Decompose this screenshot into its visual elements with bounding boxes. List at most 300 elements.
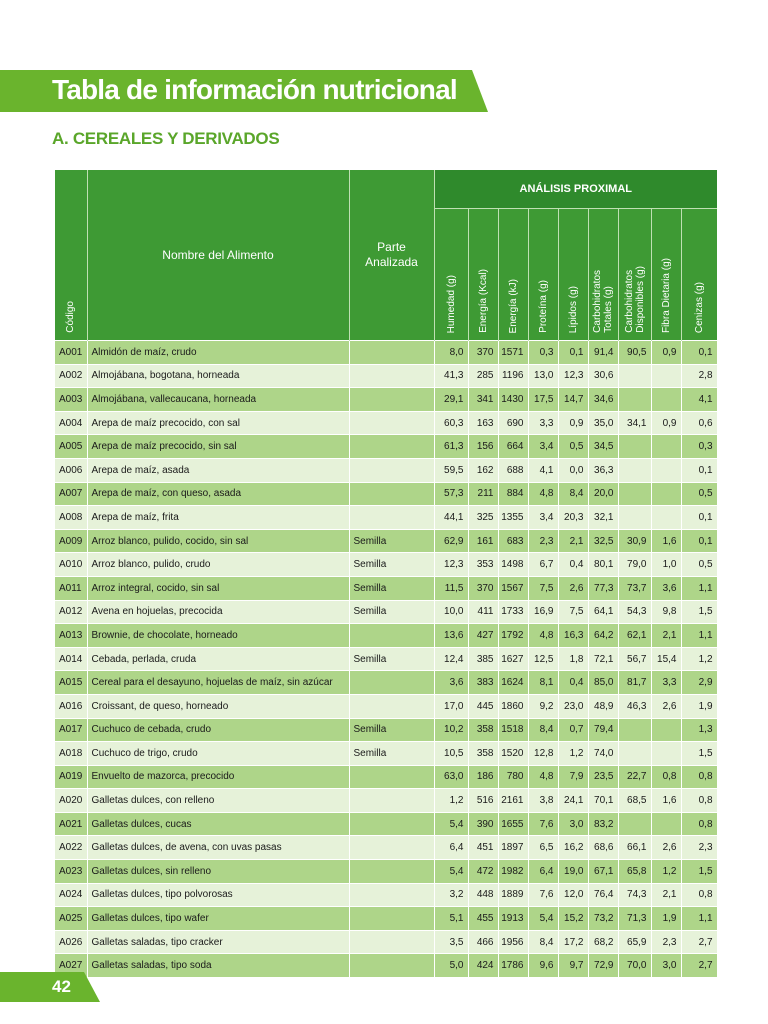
cell-proteina: 2,3 (528, 529, 558, 553)
cell-parte (349, 364, 434, 388)
cell-proteina: 12,8 (528, 742, 558, 766)
table-row (55, 411, 717, 435)
cell-proteina: 4,8 (528, 765, 558, 789)
cell-fibra (651, 718, 681, 742)
cell-cenizas: 0,8 (681, 765, 717, 789)
cell-parte: Semilla (349, 576, 434, 600)
cell-fibra: 1,6 (651, 529, 681, 553)
cell-carb-disponibles (618, 506, 651, 530)
cell-carb-totales: 64,2 (588, 624, 618, 648)
cell-energia-kcal: 156 (468, 435, 498, 459)
cell-parte (349, 930, 434, 954)
cell-code: A015 (55, 671, 87, 695)
cell-cenizas: 0,1 (681, 506, 717, 530)
table-row (55, 671, 717, 695)
cell-lipidos: 7,5 (558, 600, 588, 624)
cell-energia-kj: 683 (498, 529, 528, 553)
cell-parte (349, 883, 434, 907)
cell-lipidos: 7,9 (558, 765, 588, 789)
cell-cenizas: 0,1 (681, 341, 717, 365)
header-carb-totales (588, 209, 618, 341)
cell-proteina: 7,6 (528, 812, 558, 836)
cell-humedad: 17,0 (434, 694, 468, 718)
cell-name: Cebada, perlada, cruda (87, 647, 349, 671)
header-fibra (651, 209, 681, 341)
table-row (55, 718, 717, 742)
cell-proteina: 6,4 (528, 860, 558, 884)
cell-energia-kcal: 285 (468, 364, 498, 388)
cell-fibra (651, 742, 681, 766)
cell-energia-kcal: 466 (468, 930, 498, 954)
cell-carb-disponibles: 74,3 (618, 883, 651, 907)
cell-humedad: 10,0 (434, 600, 468, 624)
cell-carb-disponibles (618, 812, 651, 836)
table-row (55, 765, 717, 789)
cell-code: A004 (55, 411, 87, 435)
cell-fibra (651, 482, 681, 506)
cell-cenizas: 0,5 (681, 553, 717, 577)
cell-code: A019 (55, 765, 87, 789)
cell-parte (349, 411, 434, 435)
cell-code: A010 (55, 553, 87, 577)
cell-energia-kcal: 411 (468, 600, 498, 624)
cell-energia-kj: 1897 (498, 836, 528, 860)
cell-energia-kcal: 451 (468, 836, 498, 860)
cell-humedad: 44,1 (434, 506, 468, 530)
cell-name: Arroz blanco, pulido, crudo (87, 553, 349, 577)
cell-carb-disponibles (618, 435, 651, 459)
cell-proteina: 7,6 (528, 883, 558, 907)
cell-energia-kj: 1956 (498, 930, 528, 954)
cell-proteina: 0,3 (528, 341, 558, 365)
cell-humedad: 10,5 (434, 742, 468, 766)
cell-fibra: 3,3 (651, 671, 681, 695)
cell-cenizas: 2,7 (681, 954, 717, 977)
cell-code: A001 (55, 341, 87, 365)
cell-carb-totales: 85,0 (588, 671, 618, 695)
cell-name: Arepa de maíz, frita (87, 506, 349, 530)
cell-cenizas: 0,8 (681, 812, 717, 836)
cell-fibra (651, 812, 681, 836)
cell-fibra: 0,8 (651, 765, 681, 789)
cell-lipidos: 20,3 (558, 506, 588, 530)
cell-humedad: 10,2 (434, 718, 468, 742)
cell-carb-totales: 20,0 (588, 482, 618, 506)
cell-parte (349, 482, 434, 506)
cell-carb-totales: 73,2 (588, 907, 618, 931)
cell-fibra: 1,6 (651, 789, 681, 813)
cell-fibra: 0,9 (651, 411, 681, 435)
cell-lipidos: 24,1 (558, 789, 588, 813)
cell-cenizas: 1,5 (681, 600, 717, 624)
cell-name: Arepa de maíz precocido, con sal (87, 411, 349, 435)
cell-cenizas: 2,3 (681, 836, 717, 860)
cell-code: A009 (55, 529, 87, 553)
cell-carb-totales: 68,2 (588, 930, 618, 954)
cell-fibra: 3,0 (651, 954, 681, 977)
cell-lipidos: 0,4 (558, 553, 588, 577)
cell-energia-kcal: 383 (468, 671, 498, 695)
cell-fibra: 3,6 (651, 576, 681, 600)
cell-humedad: 5,1 (434, 907, 468, 931)
cell-proteina: 4,8 (528, 624, 558, 648)
cell-lipidos: 3,0 (558, 812, 588, 836)
cell-name: Galletas dulces, sin relleno (87, 860, 349, 884)
cell-energia-kcal: 162 (468, 458, 498, 482)
cell-name: Arroz integral, cocido, sin sal (87, 576, 349, 600)
cell-parte: Semilla (349, 718, 434, 742)
header-cenizas-label: Cenizas (g) (693, 281, 705, 333)
cell-energia-kj: 1520 (498, 742, 528, 766)
cell-fibra: 2,1 (651, 624, 681, 648)
cell-humedad: 1,2 (434, 789, 468, 813)
cell-carb-totales: 72,9 (588, 954, 618, 977)
cell-cenizas: 1,9 (681, 694, 717, 718)
cell-proteina: 5,4 (528, 907, 558, 931)
cell-energia-kj: 780 (498, 765, 528, 789)
header-humedad (434, 209, 468, 341)
cell-carb-totales: 64,1 (588, 600, 618, 624)
cell-carb-totales: 67,1 (588, 860, 618, 884)
header-codigo (55, 170, 87, 341)
cell-humedad: 3,6 (434, 671, 468, 695)
cell-energia-kcal: 370 (468, 341, 498, 365)
table-row (55, 458, 717, 482)
cell-parte (349, 836, 434, 860)
cell-energia-kcal: 163 (468, 411, 498, 435)
cell-energia-kj: 1571 (498, 341, 528, 365)
cell-cenizas: 2,8 (681, 364, 717, 388)
cell-energia-kcal: 390 (468, 812, 498, 836)
header-codigo-label: Código (65, 301, 77, 333)
cell-code: A016 (55, 694, 87, 718)
cell-fibra: 2,1 (651, 883, 681, 907)
cell-carb-totales: 32,5 (588, 529, 618, 553)
cell-energia-kj: 1913 (498, 907, 528, 931)
cell-lipidos: 1,8 (558, 647, 588, 671)
cell-energia-kj: 1860 (498, 694, 528, 718)
table-row (55, 364, 717, 388)
header-carb-totales-line2: Totales (g) (603, 286, 614, 333)
cell-code: A025 (55, 907, 87, 931)
cell-name: Cereal para el desayuno, hojuelas de maíz, sin azúcar (87, 671, 349, 695)
cell-code: A017 (55, 718, 87, 742)
cell-humedad: 12,4 (434, 647, 468, 671)
cell-name: Galletas dulces, de avena, con uvas pasas (87, 836, 349, 860)
cell-energia-kj: 1786 (498, 954, 528, 977)
header-fibra-label: Fibra Dietaria (g) (660, 257, 672, 333)
cell-code: A022 (55, 836, 87, 860)
cell-carb-disponibles: 46,3 (618, 694, 651, 718)
cell-name: Arroz blanco, pulido, cocido, sin sal (87, 529, 349, 553)
cell-energia-kcal: 445 (468, 694, 498, 718)
cell-carb-totales: 68,6 (588, 836, 618, 860)
cell-energia-kj: 1430 (498, 388, 528, 412)
cell-name: Arepa de maíz, con queso, asada (87, 482, 349, 506)
header-energia-kcal (468, 209, 498, 341)
cell-energia-kj: 884 (498, 482, 528, 506)
cell-carb-disponibles: 30,9 (618, 529, 651, 553)
cell-carb-disponibles: 54,3 (618, 600, 651, 624)
cell-humedad: 3,2 (434, 883, 468, 907)
cell-code: A002 (55, 364, 87, 388)
cell-fibra: 0,9 (651, 341, 681, 365)
cell-carb-disponibles: 66,1 (618, 836, 651, 860)
cell-name: Galletas saladas, tipo soda (87, 954, 349, 977)
cell-energia-kcal: 385 (468, 647, 498, 671)
cell-fibra (651, 435, 681, 459)
cell-humedad: 6,4 (434, 836, 468, 860)
cell-proteina: 6,7 (528, 553, 558, 577)
header-parte-line2: Analizada (365, 255, 418, 269)
cell-code: A006 (55, 458, 87, 482)
cell-code: A005 (55, 435, 87, 459)
cell-name: Galletas saladas, tipo cracker (87, 930, 349, 954)
cell-lipidos: 1,2 (558, 742, 588, 766)
cell-energia-kcal: 370 (468, 576, 498, 600)
page-number-tab (0, 972, 100, 1002)
cell-proteina: 6,5 (528, 836, 558, 860)
cell-lipidos: 0,7 (558, 718, 588, 742)
cell-code: A003 (55, 388, 87, 412)
cell-name: Cuchuco de trigo, crudo (87, 742, 349, 766)
cell-carb-disponibles: 34,1 (618, 411, 651, 435)
cell-lipidos: 19,0 (558, 860, 588, 884)
cell-fibra (651, 506, 681, 530)
cell-carb-disponibles (618, 458, 651, 482)
cell-cenizas: 1,2 (681, 647, 717, 671)
cell-energia-kj: 1196 (498, 364, 528, 388)
header-lipidos-label: Lípidos (g) (567, 285, 579, 333)
cell-proteina: 7,5 (528, 576, 558, 600)
header-nombre: Nombre del Alimento (87, 170, 349, 341)
cell-cenizas: 2,7 (681, 930, 717, 954)
header-parte-line1: Parte (377, 240, 406, 254)
cell-name: Almidón de maíz, crudo (87, 341, 349, 365)
cell-energia-kcal: 341 (468, 388, 498, 412)
cell-carb-disponibles: 70,0 (618, 954, 651, 977)
page-title: Tabla de información nutricional (52, 74, 457, 105)
cell-carb-totales: 79,4 (588, 718, 618, 742)
header-lipidos (558, 209, 588, 341)
cell-lipidos: 0,9 (558, 411, 588, 435)
cell-humedad: 63,0 (434, 765, 468, 789)
cell-parte (349, 694, 434, 718)
cell-lipidos: 12,3 (558, 364, 588, 388)
cell-carb-totales: 32,1 (588, 506, 618, 530)
cell-parte: Semilla (349, 600, 434, 624)
cell-fibra: 9,8 (651, 600, 681, 624)
cell-parte (349, 812, 434, 836)
cell-proteina: 3,3 (528, 411, 558, 435)
header-energia-kj-label: Energía (kJ) (507, 278, 519, 333)
cell-carb-disponibles (618, 742, 651, 766)
cell-carb-disponibles: 90,5 (618, 341, 651, 365)
cell-parte: Semilla (349, 742, 434, 766)
table-row (55, 860, 717, 884)
table-row (55, 954, 717, 977)
cell-energia-kj: 1982 (498, 860, 528, 884)
table-row (55, 883, 717, 907)
cell-proteina: 16,9 (528, 600, 558, 624)
cell-fibra (651, 458, 681, 482)
cell-humedad: 5,4 (434, 812, 468, 836)
cell-proteina: 8,1 (528, 671, 558, 695)
table-row (55, 529, 717, 553)
cell-carb-disponibles: 62,1 (618, 624, 651, 648)
cell-parte (349, 789, 434, 813)
table-row (55, 388, 717, 412)
header-carb-disponibles-label (624, 266, 646, 333)
cell-carb-disponibles: 71,3 (618, 907, 651, 931)
cell-proteina: 8,4 (528, 718, 558, 742)
cell-cenizas: 0,3 (681, 435, 717, 459)
cell-code: A013 (55, 624, 87, 648)
cell-name: Croissant, de queso, horneado (87, 694, 349, 718)
header-carb-totales-line1: Carbohidratos (592, 270, 603, 333)
table-row (55, 930, 717, 954)
cell-cenizas: 1,1 (681, 624, 717, 648)
cell-proteina: 9,2 (528, 694, 558, 718)
cell-proteina: 4,8 (528, 482, 558, 506)
cell-code: A014 (55, 647, 87, 671)
cell-carb-disponibles: 81,7 (618, 671, 651, 695)
cell-name: Envuelto de mazorca, precocido (87, 765, 349, 789)
cell-proteina: 17,5 (528, 388, 558, 412)
cell-fibra: 1,0 (651, 553, 681, 577)
cell-energia-kj: 1624 (498, 671, 528, 695)
cell-cenizas: 0,6 (681, 411, 717, 435)
cell-carb-totales: 35,0 (588, 411, 618, 435)
header-proteina-label: Proteína (g) (537, 280, 549, 333)
cell-carb-totales: 74,0 (588, 742, 618, 766)
cell-carb-totales: 34,6 (588, 388, 618, 412)
cell-energia-kcal: 325 (468, 506, 498, 530)
cell-energia-kcal: 358 (468, 742, 498, 766)
cell-energia-kcal: 161 (468, 529, 498, 553)
cell-cenizas: 1,1 (681, 907, 717, 931)
cell-energia-kcal: 358 (468, 718, 498, 742)
cell-carb-disponibles (618, 718, 651, 742)
header-parte (349, 170, 434, 341)
table-row (55, 789, 717, 813)
cell-humedad: 11,5 (434, 576, 468, 600)
cell-carb-totales: 36,3 (588, 458, 618, 482)
cell-energia-kj: 1355 (498, 506, 528, 530)
cell-code: A007 (55, 482, 87, 506)
cell-carb-totales: 48,9 (588, 694, 618, 718)
cell-carb-totales: 77,3 (588, 576, 618, 600)
table-row (55, 482, 717, 506)
cell-lipidos: 2,6 (558, 576, 588, 600)
cell-parte: Semilla (349, 647, 434, 671)
cell-carb-disponibles: 22,7 (618, 765, 651, 789)
header-cenizas (681, 209, 717, 341)
cell-carb-totales: 91,4 (588, 341, 618, 365)
cell-name: Galletas dulces, tipo wafer (87, 907, 349, 931)
header-carb-disponibles (618, 209, 651, 341)
cell-name: Galletas dulces, tipo polvorosas (87, 883, 349, 907)
cell-humedad: 8,0 (434, 341, 468, 365)
cell-lipidos: 15,2 (558, 907, 588, 931)
cell-name: Cuchuco de cebada, crudo (87, 718, 349, 742)
cell-carb-totales: 80,1 (588, 553, 618, 577)
cell-lipidos: 0,5 (558, 435, 588, 459)
cell-parte (349, 765, 434, 789)
cell-proteina: 12,5 (528, 647, 558, 671)
cell-humedad: 12,3 (434, 553, 468, 577)
cell-proteina: 4,1 (528, 458, 558, 482)
table-row (55, 576, 717, 600)
cell-fibra: 1,2 (651, 860, 681, 884)
cell-energia-kj: 1889 (498, 883, 528, 907)
header-carb-totales-label (592, 270, 614, 333)
cell-name: Almojábana, vallecaucana, horneada (87, 388, 349, 412)
cell-carb-totales: 34,5 (588, 435, 618, 459)
cell-energia-kcal: 424 (468, 954, 498, 977)
cell-carb-disponibles: 73,7 (618, 576, 651, 600)
cell-lipidos: 23,0 (558, 694, 588, 718)
cell-energia-kcal: 353 (468, 553, 498, 577)
cell-humedad: 62,9 (434, 529, 468, 553)
cell-energia-kj: 1655 (498, 812, 528, 836)
cell-parte: Semilla (349, 529, 434, 553)
cell-parte: Semilla (349, 553, 434, 577)
cell-lipidos: 0,4 (558, 671, 588, 695)
table-row (55, 694, 717, 718)
cell-proteina: 9,6 (528, 954, 558, 977)
cell-energia-kj: 1518 (498, 718, 528, 742)
cell-parte (349, 341, 434, 365)
header-proteina (528, 209, 558, 341)
cell-name: Galletas dulces, cucas (87, 812, 349, 836)
cell-parte (349, 506, 434, 530)
cell-lipidos: 16,2 (558, 836, 588, 860)
cell-parte (349, 624, 434, 648)
cell-parte (349, 388, 434, 412)
cell-carb-totales: 83,2 (588, 812, 618, 836)
cell-carb-totales: 72,1 (588, 647, 618, 671)
cell-carb-disponibles: 56,7 (618, 647, 651, 671)
cell-energia-kcal: 448 (468, 883, 498, 907)
cell-carb-totales: 70,1 (588, 789, 618, 813)
section-title: A. CEREALES Y DERIVADOS (52, 129, 280, 148)
cell-carb-totales: 76,4 (588, 883, 618, 907)
cell-lipidos: 16,3 (558, 624, 588, 648)
table-row (55, 553, 717, 577)
cell-humedad: 13,6 (434, 624, 468, 648)
table-row (55, 435, 717, 459)
cell-cenizas: 0,1 (681, 529, 717, 553)
cell-name: Arepa de maíz precocido, sin sal (87, 435, 349, 459)
cell-carb-disponibles (618, 388, 651, 412)
cell-code: A008 (55, 506, 87, 530)
cell-carb-disponibles (618, 364, 651, 388)
cell-energia-kcal: 211 (468, 482, 498, 506)
cell-energia-kcal: 455 (468, 907, 498, 931)
cell-proteina: 3,4 (528, 506, 558, 530)
table-row (55, 506, 717, 530)
cell-cenizas: 0,8 (681, 883, 717, 907)
cell-fibra: 1,9 (651, 907, 681, 931)
cell-lipidos: 12,0 (558, 883, 588, 907)
nutrition-table (55, 170, 718, 977)
cell-fibra: 2,6 (651, 836, 681, 860)
cell-parte (349, 907, 434, 931)
cell-name: Almojábana, bogotana, horneada (87, 364, 349, 388)
cell-carb-disponibles: 79,0 (618, 553, 651, 577)
cell-cenizas: 1,3 (681, 718, 717, 742)
